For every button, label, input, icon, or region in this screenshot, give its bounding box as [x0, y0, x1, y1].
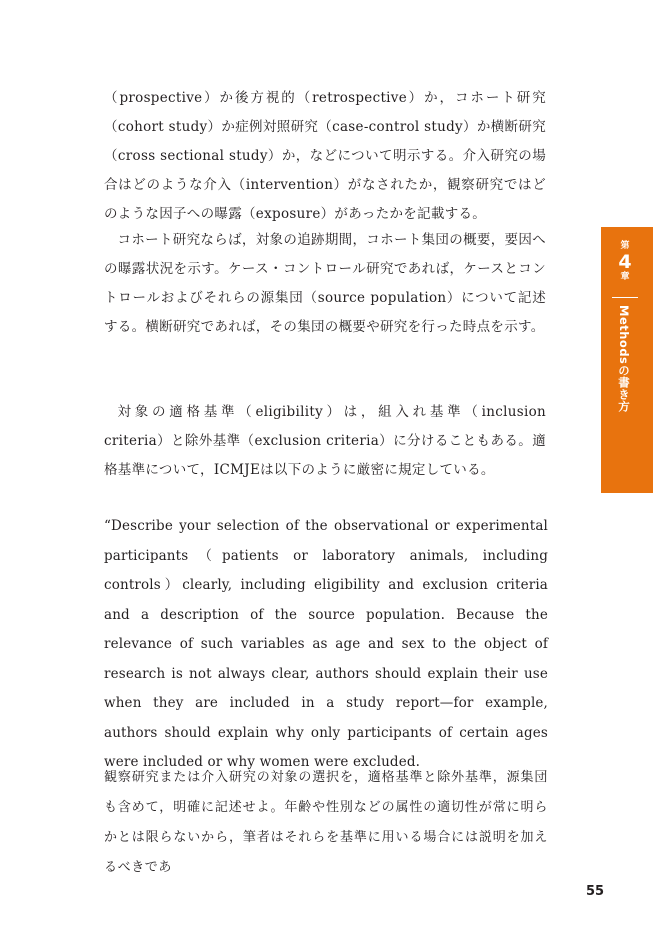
chapter-number: 4 — [618, 251, 632, 273]
chapter-label — [601, 241, 649, 283]
icmje-quote — [104, 512, 548, 778]
quote-translation: 観察研究または介入研究の対象の選択を，適格基準と除外基準，源集団も含めて，明確に記述せよ。年齢や性別などの属性の適切性が常に明らかとは限らないから，筆者はそれらを基準に用いる場合には説明を加えるべきであ — [104, 770, 548, 875]
body-paragraph-1 — [104, 84, 546, 229]
chapter-title: Methodsの書き方 — [617, 305, 631, 413]
chapter-suffix: 章 — [620, 272, 630, 282]
quote-text: “Describe your selection of the observational or experimental participants（patients or laboratory animals, including controls）clearly, including eligibility and exclusion criteria and a description of the source population. Because the relevance of such variables as age and sex to the object of research is not always clear, authors should explain their use when they are included in a study report—for example, authors should explain why only participants of certain ages were included or why women were excluded. — [104, 518, 548, 770]
body-paragraph-2 — [104, 226, 546, 342]
paragraph-text: 対象の適格基準（eligibility）は，組入れ基準（inclusion criteria）と除外基準（exclusion criteria）に分けることもある。適格基準について，ICMJEは以下のように厳密に規定している。 — [104, 404, 546, 478]
chapter-side-tab — [601, 227, 653, 493]
paragraph-text: （prospective）か後方視的（retrospective）か，コホート研究（cohort study）か症例対照研究（case-control study）か横断研究（cross sectional study）か，などについて明示する。介入研究の場合はどのような介入（intervention）がなされたか，観察研究ではどのような因子への曝露（exposure）があったかを記載する。 — [104, 90, 546, 222]
page-number: 55 — [586, 884, 605, 899]
body-paragraph-3 — [104, 398, 546, 485]
tab-divider — [612, 297, 638, 298]
paragraph-text: コホート研究ならば，対象の追跡期間，コホート集団の概要，要因への曝露状況を示す。ケース・コントロール研究であれば，ケースとコントロールおよびそれらの源集団（source population）について記述する。横断研究であれば，その集団の概要や研究を行った時点を示す。 — [104, 232, 546, 335]
chapter-prefix: 第 — [620, 241, 630, 251]
